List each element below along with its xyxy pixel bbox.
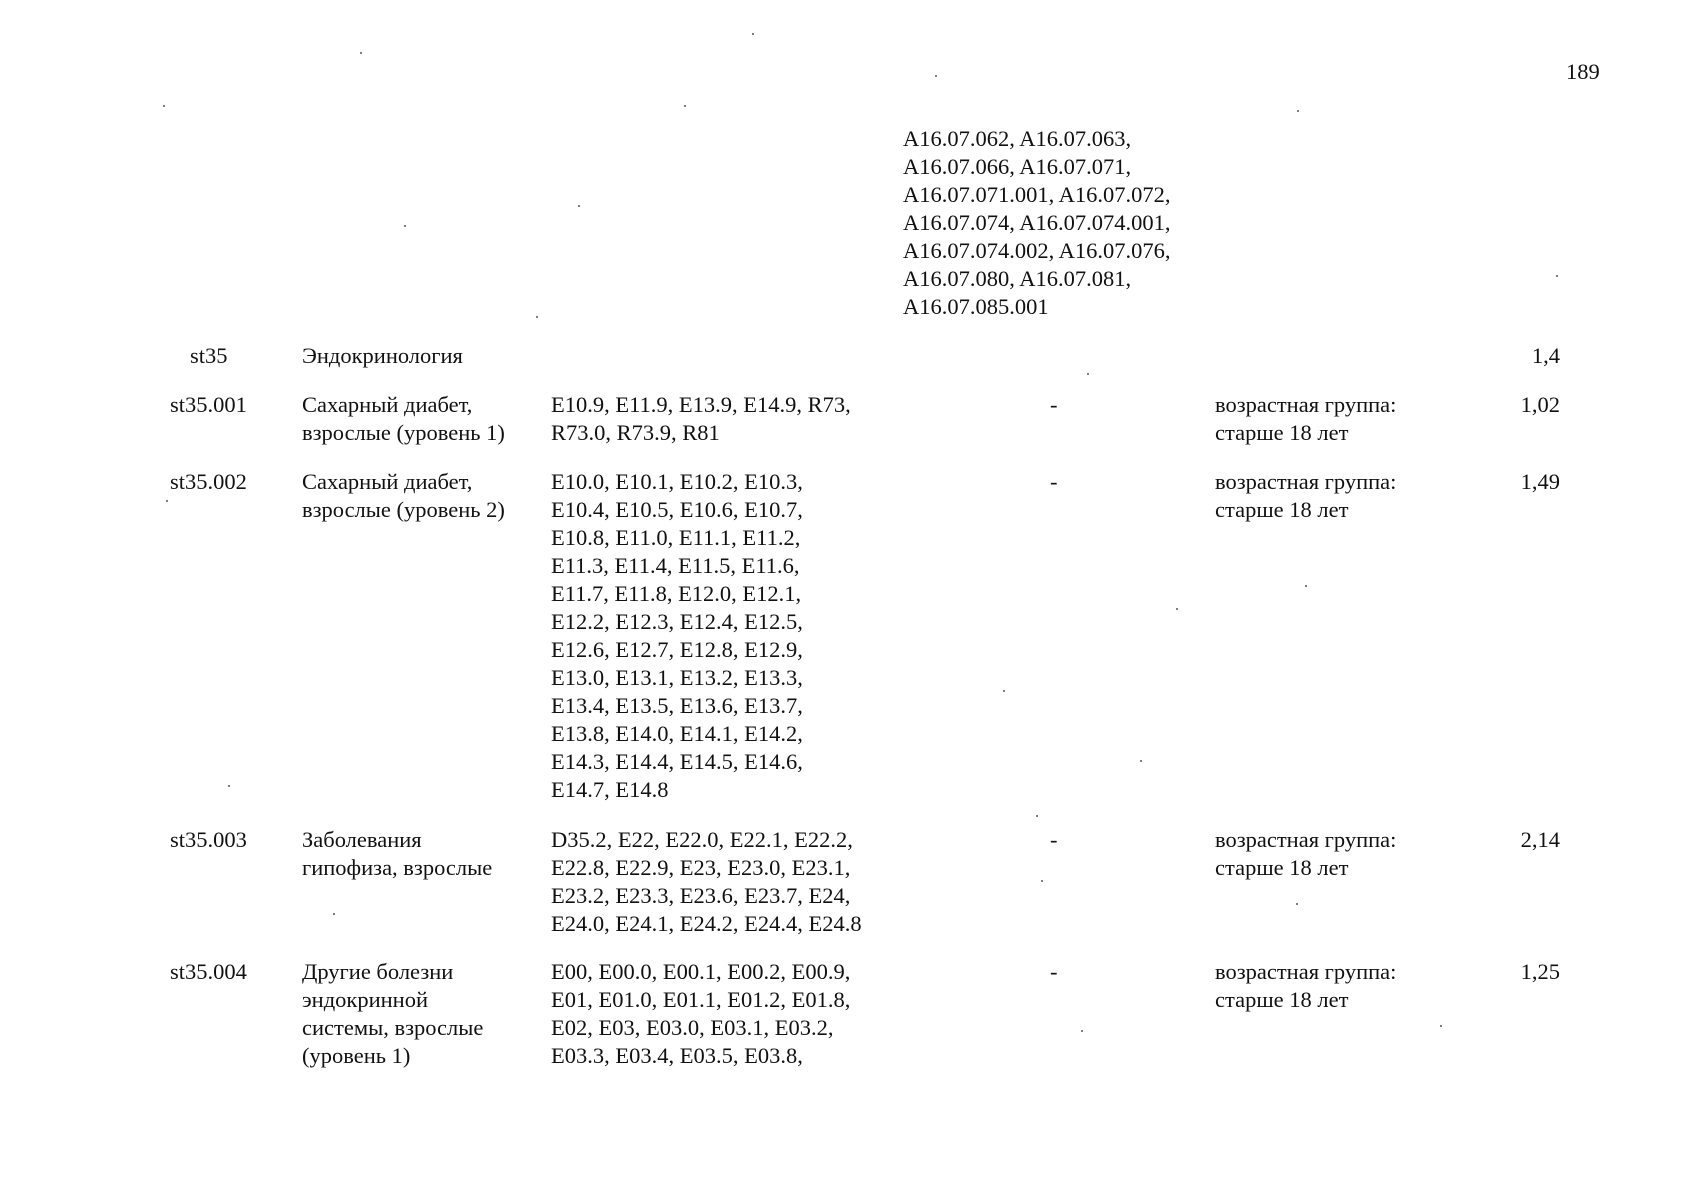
scan-speck [1296, 903, 1298, 905]
row-name-line: (уровень 1) [302, 1043, 411, 1068]
row-services: - [1050, 827, 1058, 852]
criteria-line: старше 18 лет [1215, 497, 1349, 522]
icd-line: E10.9, E11.9, E13.9, E14.9, R73, [551, 392, 851, 417]
icd-line: E03.3, E03.4, E03.5, E03.8, [551, 1043, 803, 1068]
scan-speck [1081, 1030, 1083, 1032]
row-name-line: Заболевания [302, 827, 422, 852]
scan-speck [684, 105, 686, 107]
row-name-line: Сахарный диабет, [302, 392, 473, 417]
icd-line: E02, E03, E03.0, E03.1, E03.2, [551, 1015, 834, 1040]
scan-speck [578, 205, 580, 207]
icd-line: E12.2, E12.3, E12.4, E12.5, [551, 609, 803, 634]
criteria-line: возрастная группа: [1215, 392, 1397, 417]
icd-line: E12.6, E12.7, E12.8, E12.9, [551, 637, 803, 662]
row-name-line: системы, взрослые [302, 1015, 484, 1040]
row-name-line: Другие болезни [302, 959, 454, 984]
continued-service-codes [903, 125, 1171, 321]
service-code-line: A16.07.062, A16.07.063, [903, 126, 1132, 151]
service-code-line: A16.07.085.001 [903, 294, 1049, 319]
service-code-line: A16.07.066, A16.07.071, [903, 154, 1132, 179]
icd-line: E10.0, E10.1, E10.2, E10.3, [551, 469, 803, 494]
icd-line: E00, E00.0, E00.1, E00.2, E00.9, [551, 959, 851, 984]
row-name-line: Сахарный диабет, [302, 469, 473, 494]
icd-line: E01, E01.0, E01.1, E01.2, E01.8, [551, 987, 851, 1012]
icd-line: E13.0, E13.1, E13.2, E13.3, [551, 665, 803, 690]
row-name-line: взрослые (уровень 2) [302, 497, 505, 522]
scan-speck [536, 316, 538, 318]
section-code: st35 [190, 343, 228, 368]
row-icd-codes [551, 826, 862, 938]
icd-line: D35.2, E22, E22.0, E22.1, E22.2, [551, 827, 853, 852]
scan-speck [1140, 760, 1142, 762]
icd-line: E23.2, E23.3, E23.6, E23.7, E24, [551, 883, 851, 908]
icd-line: R73.0, R73.9, R81 [551, 420, 720, 445]
criteria-line: возрастная группа: [1215, 469, 1397, 494]
scan-speck [1556, 275, 1558, 277]
icd-line: E14.7, E14.8 [551, 777, 669, 802]
row-services: - [1050, 469, 1058, 494]
row-code: st35.004 [170, 959, 247, 984]
page-number: 189 [1566, 59, 1600, 84]
icd-line: E13.4, E13.5, E13.6, E13.7, [551, 693, 803, 718]
row-icd-codes [551, 958, 850, 1070]
scan-speck [404, 225, 406, 227]
scan-speck [228, 785, 230, 787]
scan-speck [1297, 110, 1299, 112]
scan-speck [1003, 690, 1005, 692]
scan-speck [1041, 880, 1043, 882]
icd-line: E11.3, E11.4, E11.5, E11.6, [551, 553, 800, 578]
scan-speck [1440, 1025, 1442, 1027]
row-name [302, 468, 505, 524]
scan-speck [166, 500, 168, 502]
row-criteria [1215, 958, 1396, 1014]
scan-speck [752, 33, 754, 35]
row-services: - [1050, 959, 1058, 984]
scan-speck [360, 52, 362, 54]
criteria-line: возрастная группа: [1215, 827, 1397, 852]
row-name [302, 958, 483, 1070]
icd-line: E10.8, E11.0, E11.1, E11.2, [551, 525, 801, 550]
icd-line: E24.0, E24.1, E24.2, E24.4, E24.8 [551, 911, 862, 936]
row-name [302, 826, 492, 882]
criteria-line: возрастная группа: [1215, 959, 1397, 984]
scan-speck [1036, 815, 1038, 817]
row-icd-codes [551, 391, 851, 447]
row-criteria [1215, 826, 1396, 882]
row-criteria [1215, 468, 1396, 524]
scan-speck [1176, 608, 1178, 610]
icd-line: E10.4, E10.5, E10.6, E10.7, [551, 497, 803, 522]
scan-speck [333, 913, 335, 915]
service-code-line: A16.07.080, A16.07.081, [903, 266, 1132, 291]
row-name-line: взрослые (уровень 1) [302, 420, 505, 445]
row-coefficient: 2,14 [1520, 827, 1560, 852]
row-code: st35.003 [170, 827, 247, 852]
service-code-line: A16.07.071.001, A16.07.072, [903, 182, 1171, 207]
row-coefficient: 1,49 [1520, 469, 1560, 494]
scan-speck [163, 105, 165, 107]
row-criteria [1215, 391, 1396, 447]
row-code: st35.001 [170, 392, 247, 417]
row-services: - [1050, 392, 1058, 417]
section-coefficient: 1,4 [1531, 343, 1560, 368]
row-icd-codes [551, 468, 803, 804]
scan-speck [1087, 373, 1089, 375]
section-name: Эндокринология [302, 343, 463, 368]
criteria-line: старше 18 лет [1215, 987, 1349, 1012]
row-name-line: гипофиза, взрослые [302, 855, 493, 880]
scan-speck [1305, 585, 1307, 587]
service-code-line: A16.07.074.002, A16.07.076, [903, 238, 1171, 263]
row-name-line: эндокринной [302, 987, 428, 1012]
icd-line: E14.3, E14.4, E14.5, E14.6, [551, 749, 803, 774]
service-code-line: A16.07.074, A16.07.074.001, [903, 210, 1171, 235]
criteria-line: старше 18 лет [1215, 855, 1349, 880]
row-coefficient: 1,02 [1520, 392, 1560, 417]
icd-line: E11.7, E11.8, E12.0, E12.1, [551, 581, 802, 606]
row-code: st35.002 [170, 469, 247, 494]
criteria-line: старше 18 лет [1215, 420, 1349, 445]
row-name [302, 391, 505, 447]
icd-line: E13.8, E14.0, E14.1, E14.2, [551, 721, 803, 746]
icd-line: E22.8, E22.9, E23, E23.0, E23.1, [551, 855, 851, 880]
row-coefficient: 1,25 [1520, 959, 1560, 984]
scan-speck [935, 75, 937, 77]
